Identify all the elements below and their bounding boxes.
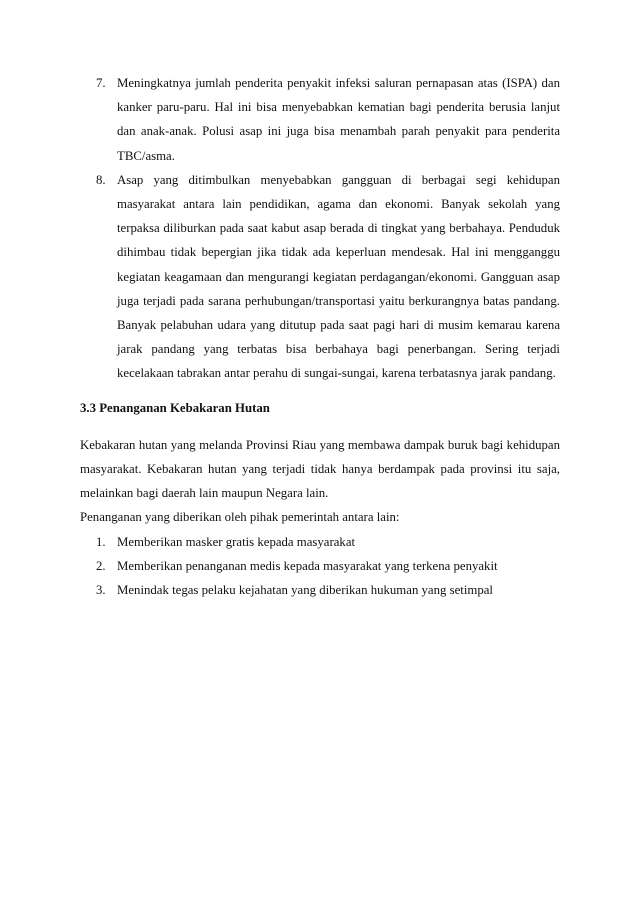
list-item-number: 7. bbox=[96, 76, 106, 90]
list-item-number: 2. bbox=[96, 558, 106, 573]
list-item-number: 3. bbox=[96, 583, 106, 598]
list-item bbox=[80, 554, 560, 578]
section-heading: 3.3 Penanganan Kebakaran Hutan bbox=[80, 400, 270, 415]
list-item-text: Asap yang ditimbulkan menyebabkan gangguan di berbagai segi kehidupan masyarakat antara lain pendidikan, agama dan ekonomi. Banyak sekolah yang terpaksa diliburkan pada saat kabut asap berada di tingkat yang berbahaya. Penduduk dihimbau tidak bepergian jika tidak ada keperluan mendesak. Hal ini mengganggu kegiatan keagamaan dan mengurangi kegiatan perdagangan/ekonomi. Gangguan asap juga terjadi pada sarana perhubungan/transportasi yaitu berkurangnya batas pandang. Banyak pelabuhan udara yang ditutup pada saat pagi hari di musim kemarau karena jarak pandang yang terbatas bisa berbahaya bagi penerbangan. Sering terjadi kecelakaan tabrakan antar perahu di sungai-sungai, karena terbatasnya jarak pandang. bbox=[117, 172, 560, 381]
numbered-list-handling bbox=[80, 530, 560, 603]
list-item-text: Menindak tegas pelaku kejahatan yang diberikan hukuman yang setimpal bbox=[117, 583, 493, 598]
numbered-list-effects bbox=[80, 71, 560, 386]
list-item-text: Memberikan masker gratis kepada masyarakat bbox=[117, 534, 356, 549]
list-item-number: 8. bbox=[96, 172, 106, 187]
list-item-text: Memberikan penanganan medis kepada masyarakat yang terkena penyakit bbox=[117, 558, 498, 573]
list-item bbox=[80, 168, 560, 386]
list-item-text: Meningkatnya jumlah penderita penyakit infeksi saluran pernapasan atas (ISPA) dan kanker paru-paru. Hal ini bisa menyebabkan kematian bagi penderita berusia lanjut dan anak-anak. Polusi asap ini juga bisa menambah parah penyakit para penderita TBC/asma. bbox=[117, 76, 560, 163]
paragraph: Kebakaran hutan yang melanda Provinsi Riau yang membawa dampak buruk bagi kehidupan masyarakat. Kebakaran hutan yang terjadi tidak hanya berdampak pada provinsi itu saja, melainkan bagi daerah lain maupun Negara lain. bbox=[80, 437, 560, 501]
list-item bbox=[80, 530, 560, 554]
list-item-number: 1. bbox=[96, 534, 106, 549]
list-item bbox=[80, 578, 560, 602]
paragraph: Penanganan yang diberikan oleh pihak pemerintah antara lain: bbox=[80, 510, 400, 525]
list-item bbox=[80, 71, 560, 168]
